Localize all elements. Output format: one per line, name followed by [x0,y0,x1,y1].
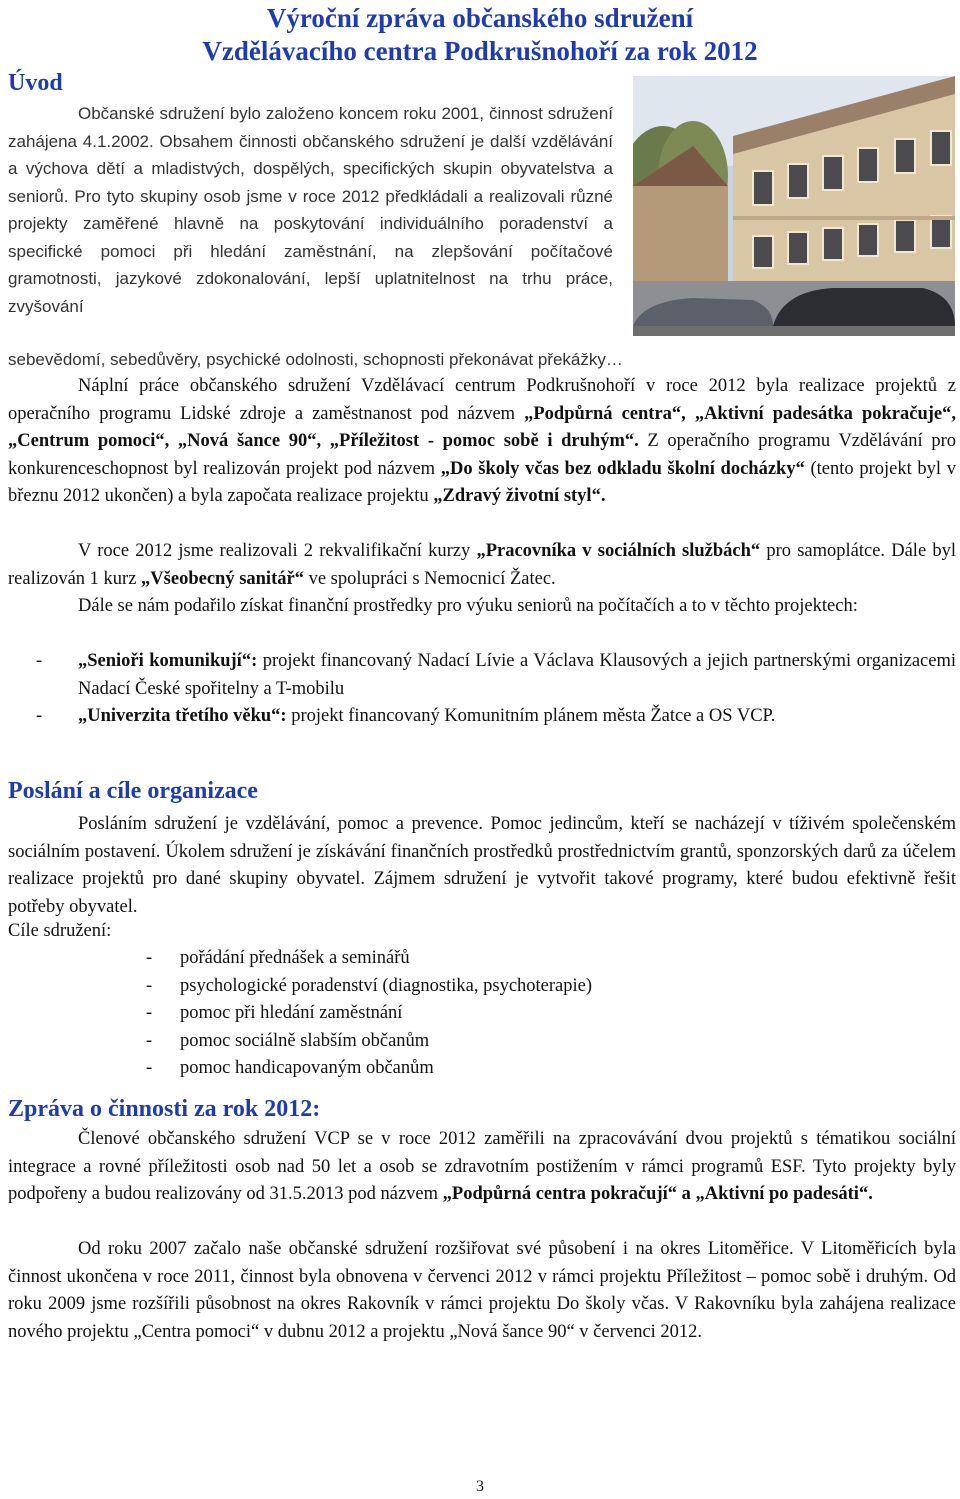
text-run: Z operačního programu Vzdělávání pro konkurenceschopnost byl realizován projekt pod názvem [8,431,956,479]
list-item [146,1055,592,1083]
goal-text: pomoc při hledání zaměstnání [180,1003,403,1023]
text-run: ve spolupráci s Nemocnicí Žatec. [303,568,556,589]
activities-paragraph-3: Dále se nám podařilo získat finanční prostředky pro výuku seniorů na počítačích a to v těchto projektech: [78,596,858,616]
project-name: „Univerzita třetího věku“: [78,706,287,726]
senior-projects-list [8,648,956,731]
list-item-text: projekt financovaný Komunitním plánem města Žatce a OS VCP. [286,706,776,726]
list-item [146,1028,592,1056]
section-heading-intro: Úvod [8,70,63,96]
goal-text: pomoc handicapovaným občanům [180,1058,434,1078]
list-item [8,703,956,731]
list-dash: - [146,1030,153,1051]
list-dash: - [36,706,43,726]
intro-paragraph: Občanské sdružení bylo založeno koncem roku 2001, činnost sdružení zahájena 4.1.2002. Obsahem činnosti občanského sdružení je další vzdělávání a výchova dětí a mladistvých, dospělých, specifických skupin obyvatelstva a seniorů. Pro tyto skupiny osob jsme v roce 2012 předkládali a realizovali různé projekty zaměřené hlavně na poskytování individuálního poradenství a specifické pomoci při hledání zaměstnání, na zlepšování počítačové gramotnosti, jazykové zdokonalování, lepší uplatnitelnost na trhu práce, zvyšování [8,104,613,316]
list-dash: - [146,975,153,996]
section-heading-report: Zpráva o činnosti za rok 2012: [8,1096,321,1122]
project-names: „Podpůrná centra“, „Aktivní padesátka pokračuje“, „Centrum pomoci“, „Nová šance 90“, „Příležitost - pomoc sobě i druhým“. [8,403,956,451]
list-item-text: projekt financovaný Nadací Lívie a Václava Klausových a jejich partnerskými organizacemi Nadací České spořitelny a T-mobilu [78,651,956,699]
activities-paragraph-1 [8,373,956,511]
report-paragraph-1 [8,1126,956,1209]
activities-paragraph-2 [8,538,956,593]
project-name: „Senioři komunikují“: [78,651,258,671]
intro-paragraph-tail: sebevědomí, sebedůvěry, psychické odolnosti, schopnosti překonávat překážky… [8,350,623,369]
list-dash: - [146,1003,153,1023]
list-dash: - [146,948,153,968]
course-name: „Všeobecný sanitář“ [141,568,304,589]
list-dash: - [36,651,43,671]
report-title-line1: Výroční zpráva občanského sdružení [266,3,694,33]
goal-text: pomoc sociálně slabším občanům [180,1030,430,1051]
list-item [146,945,592,973]
report-title-line2: Vzdělávacího centra Podkrušnohoří za rok 2012 [202,36,758,66]
text-run: V roce 2012 jsme realizovali 2 rekvalifikační kurzy [78,541,477,561]
text-run: (tento projekt byl v březnu 2012 ukončen) a byla započata realizace projektu [8,458,956,506]
goals-list [146,945,592,1083]
section-heading-mission: Poslání a cíle organizace [8,778,258,804]
list-item [8,648,956,703]
mission-paragraph: Posláním sdružení je vzdělávání, pomoc a prevence. Pomoc jedincům, kteří se nacházejí v tíživém společenském sociálním postavení. Úkolem sdružení je získávání finančních prostředků prostřednictvím grantů, sponzorských darů za účelem realizace projektů pro dané skupiny obyvatel. Zájmem sdružení je vytvořit takové programy, které budou efektivně řešit potřeby obyvatel. [8,814,956,917]
list-dash: - [146,1058,153,1078]
goal-text: pořádání přednášek a seminářů [180,948,410,968]
list-item [146,973,592,1001]
project-name: „Zdravý životní styl“. [433,486,606,506]
text-run: Náplní práce občanského sdružení Vzdělávací centrum Podkrušnohoří v roce 2012 byla realizace projektů z operačního programu Lidské zdroje a zaměstnanost pod názvem [8,376,956,424]
building-photo [633,76,955,336]
goal-text: psychologické poradenství (diagnostika, psychoterapie) [180,975,593,996]
list-item [146,1000,592,1028]
text-run: Členové občanského sdružení VCP se v roce 2012 zaměřili na zpracovávání dvou projektů s tématikou sociální integrace a rovné příležitosti osob nad 50 let a osob se zdravotním postižením v rámci programů ESF. Tyto projekty byly podpořeny a budou realizovány od 31.5.2013 pod názvem [8,1129,956,1204]
project-names: „Podpůrná centra pokračují“ a „Aktivní po padesáti“. [442,1184,873,1204]
goals-label: Cíle sdružení: [8,921,112,941]
text-run: pro samoplátce. Dále byl realizován 1 kurz [8,541,956,589]
course-name: „Pracovníka v sociálních službách“ [476,541,761,561]
page-number: 3 [476,1478,484,1495]
report-paragraph-2: Od roku 2007 začalo naše občanské sdružení rozšiřovat své působení i na okres Litoměřice. V Litoměřicích byla činnost ukončena v roce 2011, činnost byla obnovena v červenci 2012 v rámci projektu Příležitost – pomoc sobě i druhým. Od roku 2009 jsme rozšířili působnost na okres Rakovník v rámci projektu Do školy včas. V Rakovníku byla zahájena realizace nového projektu „Centra pomoci“ v dubnu 2012 a projektu „Nová šance 90“ v červenci 2012. [8,1239,956,1342]
project-name: „Do školy včas bez odkladu školní docházky“ [440,458,805,479]
